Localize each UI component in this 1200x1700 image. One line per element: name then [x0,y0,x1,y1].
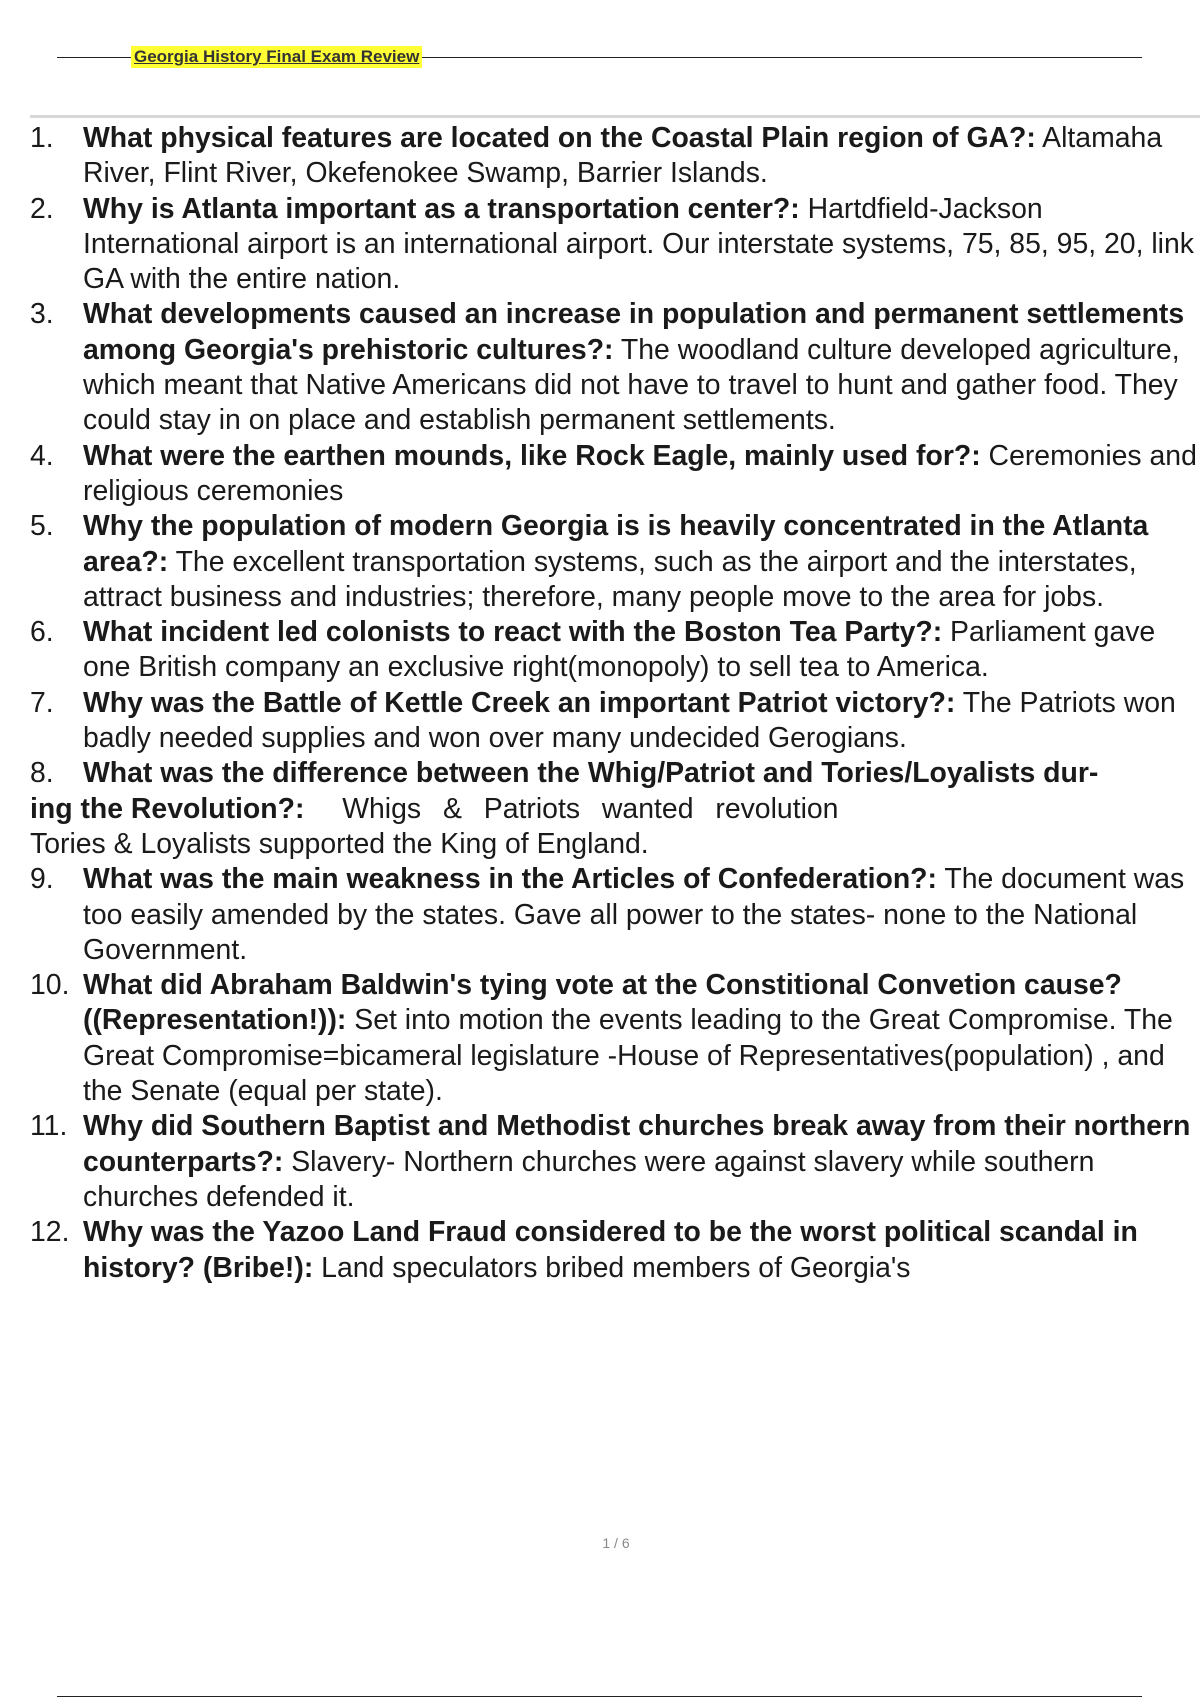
answer-text: Altamaha River, Flint River, Okefenokee Swamp, Barrier Islands. [83,122,1163,190]
question-body [83,121,1200,192]
question-body [83,439,1200,510]
question-text: Why was the Battle of Kettle Creek an important Patriot victory?: [83,686,956,719]
question-number: 11. [30,1110,68,1143]
answer-text: Ceremonies and religious ceremonies [83,439,1197,507]
question-body [83,297,1200,438]
question-8-answer-line-1: Whigs & Patriots wanted revolution [342,792,839,825]
question-body [83,756,1200,791]
question-number: 1. [30,122,54,154]
answer-text: The woodland culture developed agriculture, which meant that Native Americans did not have to travel to hunt and gather food. They could stay in on place and establish permanent settlements. [83,333,1180,437]
page-header [57,46,1142,70]
page-number: 1 / 6 [602,1535,630,1551]
question-item [30,686,1200,757]
question-number: 12. [30,1216,70,1249]
document-title: Georgia History Final Exam Review [131,46,422,68]
question-text: Why was the Yazoo Land Fraud considered to be the worst political scandal in history? (Bribe!): [83,1216,1138,1284]
question-number: 5. [30,510,54,543]
question-number: 10. [30,969,70,1002]
question-body [83,509,1200,615]
question-item [30,615,1200,686]
question-text: What incident led colonists to react with the Boston Tea Party?: [83,616,943,649]
footer-rule [57,1696,1142,1697]
question-item [30,968,1200,1109]
question-text: What physical features are located on the Coastal Plain region of GA?: [83,122,1036,154]
question-body [83,686,1200,757]
question-number: 3. [30,298,54,331]
question-text: What developments caused an increase in population and permanent settlements among Georgia's prehistoric cultures?: [83,298,1185,366]
answer-text: Slavery- Northern churches were against slavery while southern churches defended it. [83,1145,1095,1213]
question-body [83,1109,1200,1215]
question-item [30,509,1200,615]
question-body [83,862,1200,968]
question-number: 9. [30,863,54,896]
question-text: What was the difference between the Whig/Patriot and Tories/Loyalists dur- [83,757,1099,790]
question-8-continuation-text: ing the Revolution?: [30,792,305,825]
question-item [30,1215,1200,1286]
top-divider [30,115,1200,118]
question-item [30,756,1200,791]
question-text: What did Abraham Baldwin's tying vote at the Constitional Convetion cause? ((Representation!)): [83,969,1122,1037]
question-number: 7. [30,686,54,719]
question-number: 8. [30,757,54,790]
question-item [30,297,1200,438]
question-item [30,121,1200,192]
question-body [83,1215,1200,1286]
question-text: Why is Atlanta important as a transportation center?: [83,192,800,225]
question-text: Why the population of modern Georgia is is heavily concentrated in the Atlanta area?: [83,510,1149,578]
question-8-answer-line-2: Tories & Loyalists supported the King of England. [30,827,649,860]
question-8-continuation [30,792,1200,827]
answer-text: Land speculators bribed members of Georgia's [313,1251,911,1284]
question-item [30,862,1200,968]
question-item [30,1109,1200,1215]
question-number: 4. [30,439,54,472]
question-text: What was the main weakness in the Articles of Confederation?: [83,863,937,896]
question-body [83,968,1200,1109]
question-body [83,192,1200,298]
question-body [83,615,1200,686]
answer-text: Parliament gave one British company an exclusive right(monopoly) to sell tea to America. [83,616,1156,684]
question-item [30,192,1200,298]
question-text: What were the earthen mounds, like Rock Eagle, mainly used for?: [83,439,981,472]
question-list [30,121,1200,1286]
answer-text: The excellent transportation systems, such as the airport and the interstates, attract business and industries; therefore, many people move to the area for jobs. [83,545,1137,613]
question-number: 6. [30,616,54,649]
answer-text: Hartdfield-Jackson International airport is an international airport. Our interstate systems, 75, 85, 95, 20, link GA with the entire nation. [83,192,1194,296]
question-number: 2. [30,192,54,225]
answer-text: Set into motion the events leading to the Great Compromise. The Great Compromise=bicameral legislature -House of Representatives(population) , and the Senate (equal per state). [83,1004,1173,1108]
question-item [30,439,1200,510]
answer-text: The document was too easily amended by the states. Gave all power to the states- none to the National Government. [83,863,1185,966]
answer-text: The Patriots won badly needed supplies and won over many undecided Gerogians. [83,686,1176,755]
question-text: Why did Southern Baptist and Methodist churches break away from their northern counterparts?: [83,1110,1191,1178]
